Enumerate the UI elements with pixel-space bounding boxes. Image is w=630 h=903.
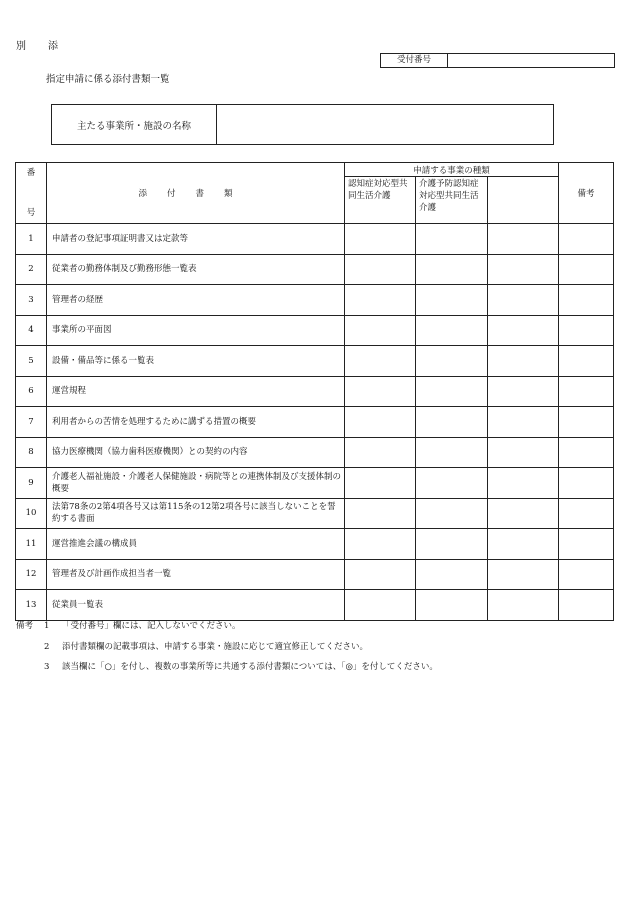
row-document: 管理者の経歴 — [47, 285, 345, 316]
table-row — [16, 376, 614, 407]
check-cell-type-2[interactable] — [416, 285, 488, 316]
header-type-2: 介護予防認知症対応型共同生活介護 — [416, 177, 488, 224]
row-number: 9 — [16, 468, 47, 499]
row-document: 利用者からの苦情を処理するために講ずる措置の概要 — [47, 407, 345, 438]
check-cell-type-1[interactable] — [345, 376, 416, 407]
notes-section — [16, 616, 438, 678]
betten-label: 別 添 — [16, 41, 64, 52]
remarks-cell[interactable] — [559, 285, 614, 316]
row-number: 11 — [16, 529, 47, 560]
note-number: 3 — [44, 662, 50, 672]
check-cell-type-2[interactable] — [416, 376, 488, 407]
table-row — [16, 254, 614, 285]
table-row — [16, 315, 614, 346]
header-business-type: 申請する事業の種類 — [345, 163, 559, 177]
row-number: 6 — [16, 376, 47, 407]
check-cell-type-2[interactable] — [416, 315, 488, 346]
table-row — [16, 529, 614, 560]
note-line — [16, 616, 438, 637]
header-type-1: 認知症対応型共同生活介護 — [345, 177, 416, 224]
table-row — [16, 498, 614, 529]
check-cell-type-1[interactable] — [345, 224, 416, 255]
check-cell-type-3[interactable] — [488, 437, 559, 468]
note-text: 該当欄に「○」を付し、複数の事業所等に共通する添付書類については、「◎」を付してください。 — [62, 662, 438, 672]
remarks-cell[interactable] — [559, 437, 614, 468]
check-cell-type-1[interactable] — [345, 407, 416, 438]
check-cell-type-3[interactable] — [488, 468, 559, 499]
check-cell-type-1[interactable] — [345, 559, 416, 590]
row-document: 申請者の登記事項証明書又は定款等 — [47, 224, 345, 255]
check-cell-type-3[interactable] — [488, 407, 559, 438]
row-document: 管理者及び計画作成担当者一覧 — [47, 559, 345, 590]
remarks-cell[interactable] — [559, 376, 614, 407]
notes-prefix: 備考 — [16, 621, 34, 631]
header-remarks: 備考 — [559, 163, 614, 224]
row-number: 7 — [16, 407, 47, 438]
check-cell-type-1[interactable] — [345, 315, 416, 346]
table-row — [16, 407, 614, 438]
check-cell-type-3[interactable] — [488, 315, 559, 346]
header-number — [16, 163, 47, 224]
row-number: 3 — [16, 285, 47, 316]
row-number: 8 — [16, 437, 47, 468]
table-row — [16, 559, 614, 590]
note-number: 2 — [44, 641, 50, 652]
document-title: 指定申請に係る添付書類一覧 — [46, 74, 170, 85]
note-text: 添付書類欄の記載事項は、申請する事業・施設に応じて適宜修正してください。 — [62, 641, 369, 652]
table-row — [16, 224, 614, 255]
check-cell-type-2[interactable] — [416, 437, 488, 468]
row-number: 4 — [16, 315, 47, 346]
row-document: 運営規程 — [47, 376, 345, 407]
check-cell-type-1[interactable] — [345, 254, 416, 285]
remarks-cell[interactable] — [559, 346, 614, 377]
check-cell-type-3[interactable] — [488, 254, 559, 285]
header-attached-documents: 添付書類 — [47, 163, 345, 224]
row-number: 5 — [16, 346, 47, 377]
check-cell-type-3[interactable] — [488, 285, 559, 316]
remarks-cell[interactable] — [559, 224, 614, 255]
table-row — [16, 285, 614, 316]
check-cell-type-1[interactable] — [345, 437, 416, 468]
check-cell-type-2[interactable] — [416, 498, 488, 529]
row-document: 従業者の勤務体制及び勤務形態一覧表 — [47, 254, 345, 285]
note-number: 1 — [44, 621, 50, 631]
check-cell-type-2[interactable] — [416, 468, 488, 499]
facility-name-field[interactable] — [217, 105, 553, 144]
row-document: 事業所の平面図 — [47, 315, 345, 346]
remarks-cell[interactable] — [559, 498, 614, 529]
table-row — [16, 346, 614, 377]
check-cell-type-2[interactable] — [416, 559, 488, 590]
note-line — [16, 637, 438, 658]
header-type-3 — [488, 177, 559, 224]
row-number: 13 — [16, 590, 47, 621]
row-document: 協力医療機関（協力歯科医療機関）との契約の内容 — [47, 437, 345, 468]
check-cell-type-3[interactable] — [488, 559, 559, 590]
remarks-cell[interactable] — [559, 468, 614, 499]
header-number-2: 号 — [26, 208, 36, 218]
check-cell-type-3[interactable] — [488, 590, 559, 621]
check-cell-type-2[interactable] — [416, 254, 488, 285]
table-row — [16, 468, 614, 499]
remarks-cell[interactable] — [559, 529, 614, 560]
row-document: 運営推進会議の構成員 — [47, 529, 345, 560]
table-row — [16, 437, 614, 468]
row-document: 従業員一覧表 — [47, 590, 345, 621]
row-number: 1 — [16, 224, 47, 255]
attachment-table — [15, 162, 614, 621]
check-cell-type-3[interactable] — [488, 498, 559, 529]
header-number-1: 番 — [26, 168, 36, 178]
note-text: 「受付番号」欄には、記入しないでください。 — [62, 621, 241, 631]
receipt-number-box — [380, 53, 615, 68]
check-cell-type-1[interactable] — [345, 498, 416, 529]
remarks-cell[interactable] — [559, 559, 614, 590]
row-document: 設備・備品等に係る一覧表 — [47, 346, 345, 377]
receipt-number-label: 受付番号 — [381, 54, 448, 67]
check-cell-type-2[interactable] — [416, 407, 488, 438]
remarks-cell[interactable] — [559, 590, 614, 621]
check-cell-type-2[interactable] — [416, 346, 488, 377]
remarks-cell[interactable] — [559, 315, 614, 346]
check-cell-type-3[interactable] — [488, 346, 559, 377]
row-document: 介護老人福祉施設・介護老人保健施設・病院等との連携体制及び支援体制の概要 — [47, 468, 345, 499]
check-cell-type-3[interactable] — [488, 529, 559, 560]
receipt-number-field[interactable] — [448, 54, 614, 67]
facility-name-label: 主たる事業所・施設の名称 — [52, 105, 217, 144]
check-cell-type-2[interactable] — [416, 224, 488, 255]
row-number: 10 — [16, 498, 47, 529]
facility-name-box — [51, 104, 554, 145]
row-number: 12 — [16, 559, 47, 590]
check-cell-type-1[interactable] — [345, 529, 416, 560]
check-cell-type-1[interactable] — [345, 346, 416, 377]
note-line — [16, 657, 438, 678]
check-cell-type-3[interactable] — [488, 376, 559, 407]
row-number: 2 — [16, 254, 47, 285]
check-cell-type-1[interactable] — [345, 468, 416, 499]
check-cell-type-1[interactable] — [345, 285, 416, 316]
check-cell-type-3[interactable] — [488, 224, 559, 255]
check-cell-type-2[interactable] — [416, 529, 488, 560]
row-document: 法第78条の2第4項各号又は第115条の12第2項各号に該当しないことを誓約する書面 — [47, 498, 345, 529]
remarks-cell[interactable] — [559, 407, 614, 438]
remarks-cell[interactable] — [559, 254, 614, 285]
